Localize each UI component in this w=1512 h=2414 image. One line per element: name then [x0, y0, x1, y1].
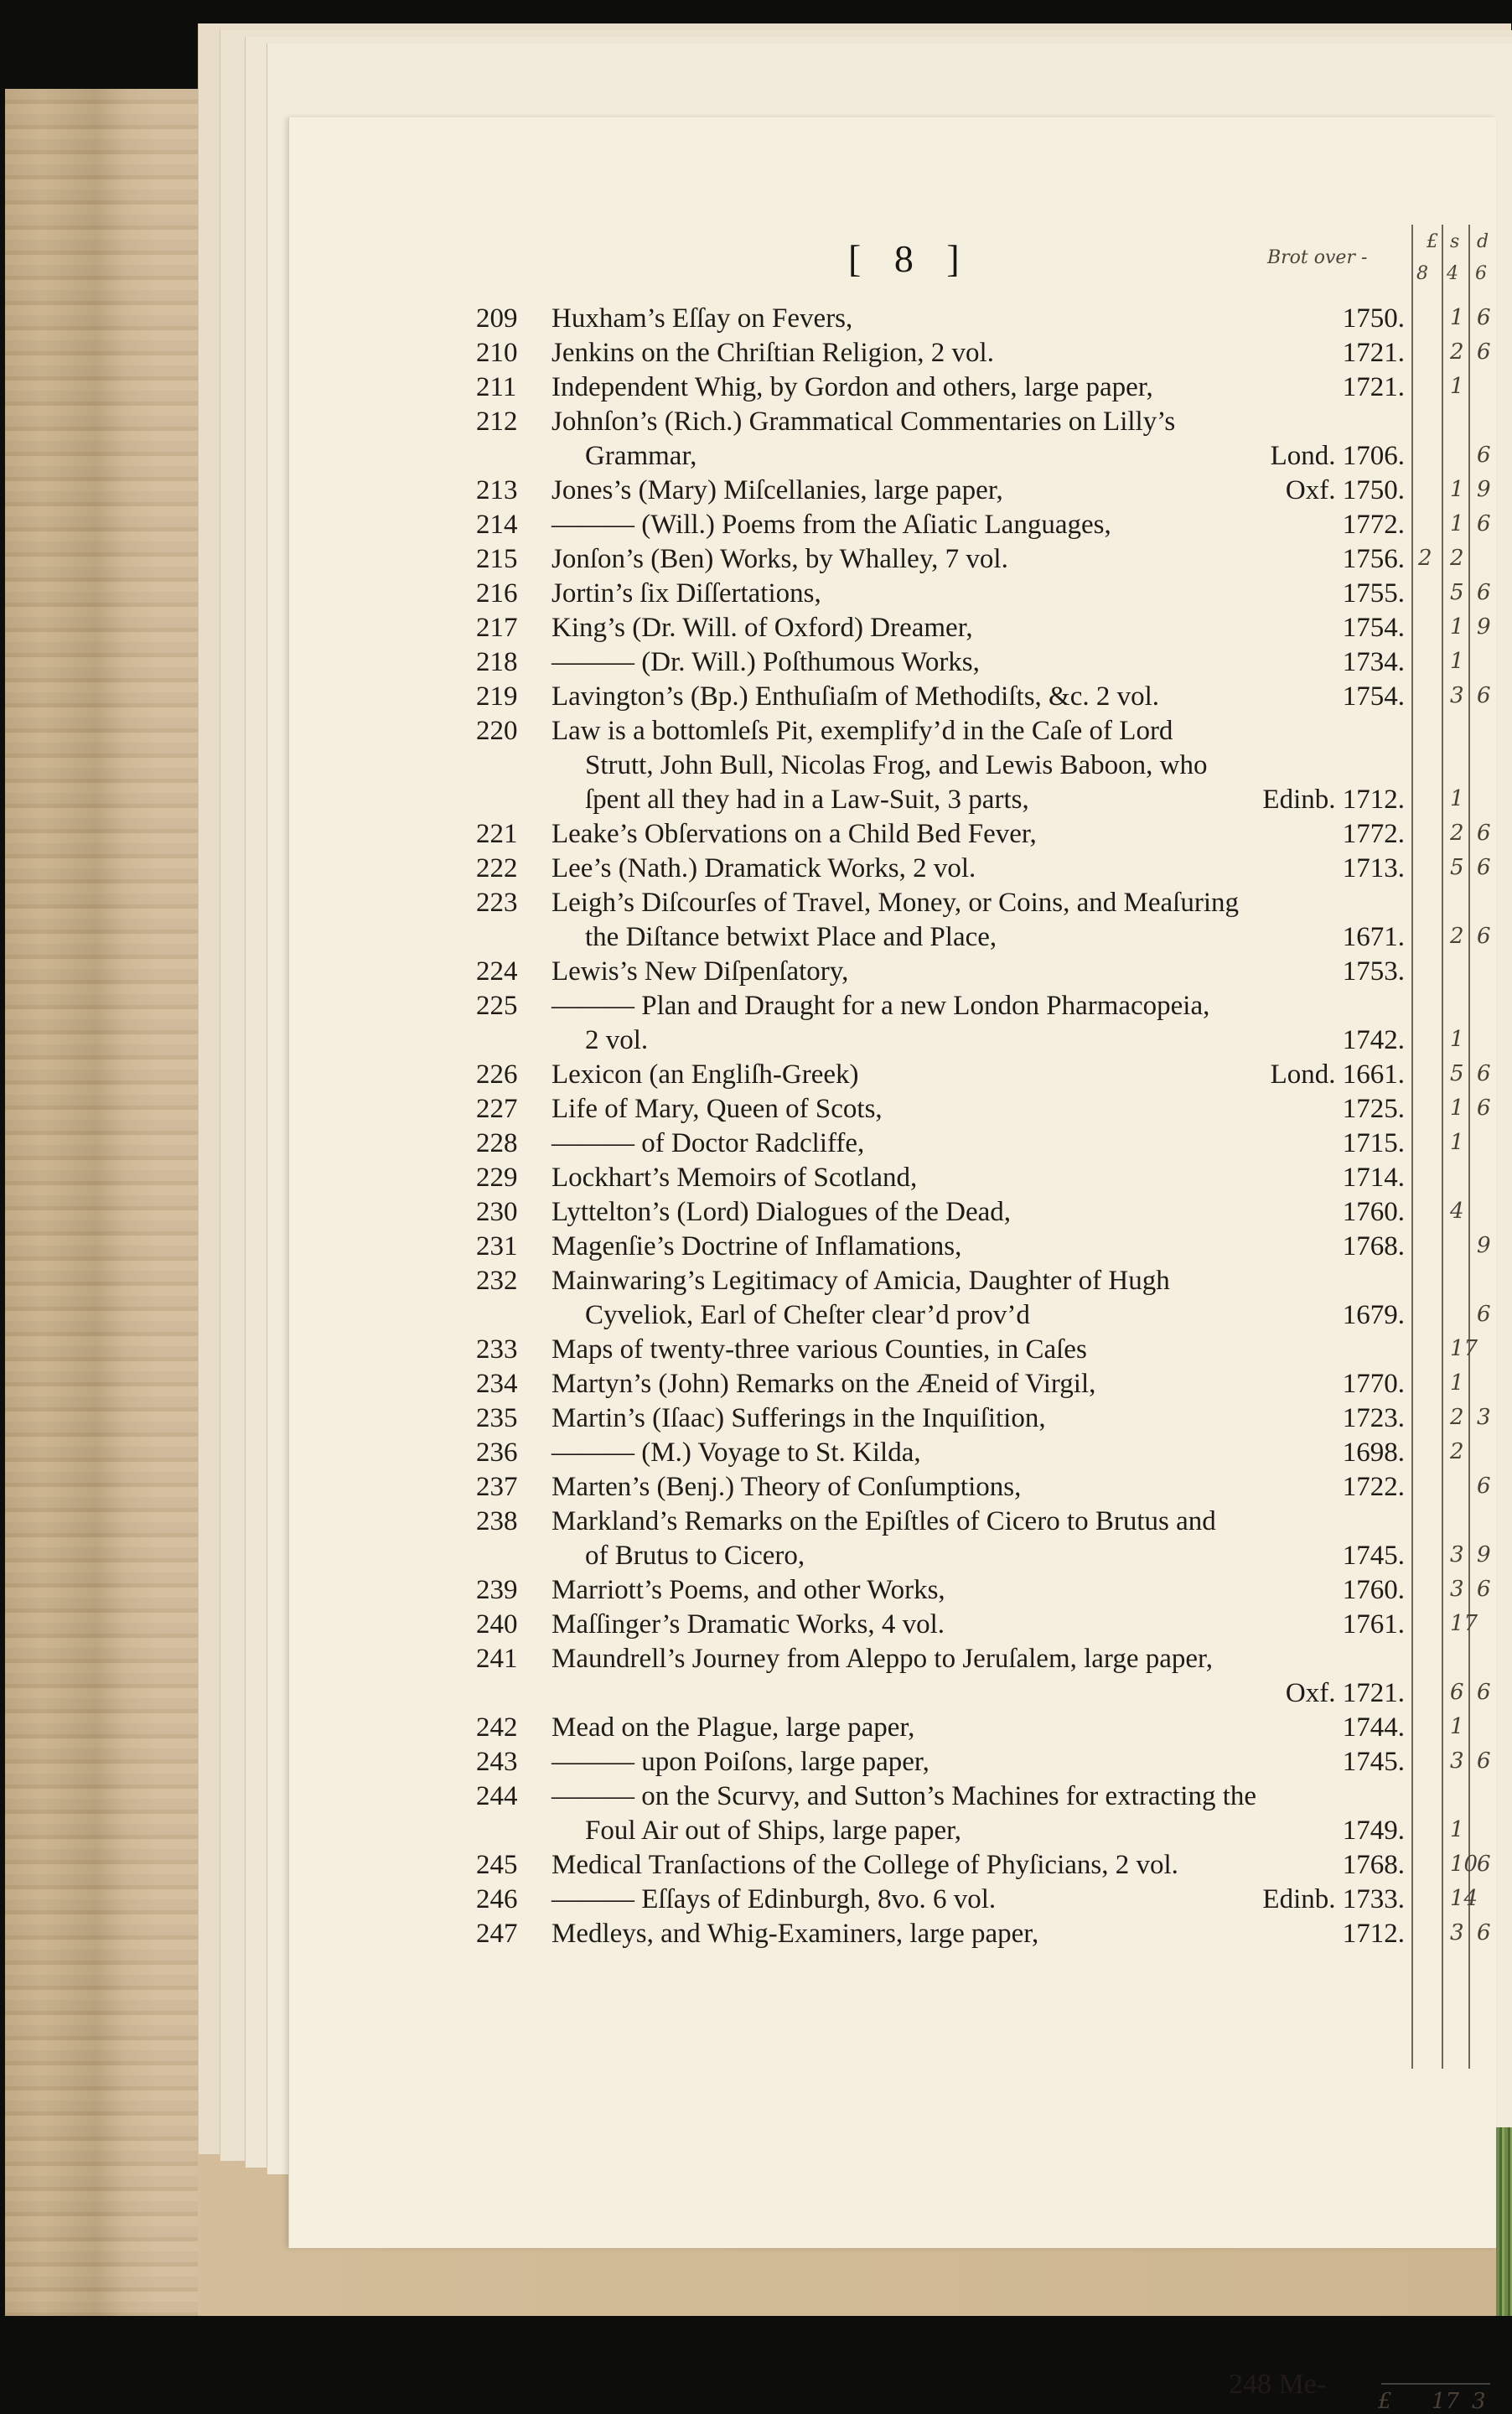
entry-title-line: Cyveliok, Earl of Cheſter clear’d prov’d	[585, 1300, 1030, 1330]
entry-number: 217	[476, 613, 518, 643]
entry-number: 222	[476, 853, 518, 883]
entry-number: 244	[476, 1781, 518, 1811]
catalogue-entry	[476, 508, 1405, 542]
price-shillings: 1	[1450, 649, 1464, 674]
entry-number: 210	[476, 338, 518, 368]
entry-title-line: Leake’s Obſervations on a Child Bed Fever,	[551, 819, 1037, 849]
entry-number: 227	[476, 1094, 518, 1124]
entry-title-line: Martyn’s (John) Remarks on the Æneid of Virgil,	[551, 1369, 1096, 1399]
entry-title-line: Foul Air out of Ships, large paper,	[585, 1816, 962, 1846]
price-shillings: 1	[1450, 1096, 1464, 1121]
entry-title-line: Maps of twenty-three various Counties, in Caſes	[551, 1334, 1087, 1365]
price-pence: 6	[1477, 855, 1491, 880]
entry-title-line: Strutt, John Bull, Nicolas Frog, and Lewis Baboon, who	[585, 750, 1208, 780]
catalogue-entry	[476, 886, 1405, 955]
catalogue-entry	[476, 1505, 1405, 1573]
price-shillings: 2	[1450, 546, 1464, 571]
entry-year: 1770.	[1342, 1369, 1405, 1399]
pounds-header: £	[1427, 231, 1438, 252]
entry-number: 214	[476, 510, 518, 540]
entry-year: 1745.	[1342, 1747, 1405, 1777]
entry-title-line: Lyttelton’s (Lord) Dialogues of the Dead,	[551, 1197, 1012, 1227]
entry-number: 230	[476, 1197, 518, 1227]
price-shillings: 1	[1450, 1130, 1464, 1155]
price-pence: 6	[1477, 580, 1491, 605]
entry-title-line: Johnſon’s (Rich.) Grammatical Commentaries on Lilly’s	[551, 407, 1176, 437]
price-shillings: 3	[1450, 683, 1464, 708]
price-shillings: 4	[1450, 1199, 1464, 1224]
entry-number: 242	[476, 1712, 518, 1743]
entry-title-line: Marriott’s Poems, and other Works,	[551, 1575, 945, 1605]
catalogue-entry	[476, 1848, 1405, 1883]
entry-number: 231	[476, 1231, 518, 1261]
entry-title-line: Jenkins on the Chriſtian Religion, 2 vol.	[551, 338, 994, 368]
entry-title-line: Marten’s (Benj.) Theory of Conſumptions,	[551, 1472, 1022, 1502]
entry-title-line: Leigh’s Diſcourſes of Travel, Money, or Coins, and Meaſuring	[551, 888, 1240, 918]
price-shillings: 14	[1450, 1886, 1478, 1911]
price-shillings: 2	[1450, 821, 1464, 846]
entry-title-line: Martin’s (Iſaac) Sufferings in the Inquiſition,	[551, 1403, 1046, 1433]
price-shillings: 1	[1450, 1027, 1464, 1052]
entry-year: 1744.	[1342, 1712, 1405, 1743]
entry-title-line: ——— (M.) Voyage to St. Kilda,	[551, 1438, 921, 1468]
entry-year: Oxf. 1721.	[1285, 1678, 1405, 1708]
entry-number: 225	[476, 991, 518, 1021]
entry-title-line: Medleys, and Whig-Examiners, large paper,	[551, 1919, 1039, 1949]
entry-year: 1725.	[1342, 1094, 1405, 1124]
entry-number: 228	[476, 1128, 518, 1158]
catalogue-entry	[476, 1745, 1405, 1779]
entry-title-line: ——— (Dr. Will.) Poſthumous Works,	[551, 647, 980, 677]
entry-title-line: ——— on the Scurvy, and Sutton’s Machines for extracting the	[551, 1781, 1257, 1811]
entry-title-line: Life of Mary, Queen of Scots,	[551, 1094, 883, 1124]
entry-year: 1742.	[1342, 1025, 1405, 1055]
entry-title-line: Huxham’s Eſſay on Fevers,	[551, 303, 853, 334]
entry-year: 1745.	[1342, 1541, 1405, 1571]
price-pence: 6	[1477, 305, 1491, 330]
entry-title-line: Maſſinger’s Dramatic Works, 4 vol.	[551, 1609, 945, 1640]
entry-year: 1721.	[1342, 338, 1405, 368]
price-shillings: 3	[1450, 1920, 1464, 1945]
entry-year: 1734.	[1342, 647, 1405, 677]
price-pence: 6	[1477, 443, 1491, 468]
entry-year: 1772.	[1342, 510, 1405, 540]
carry-shillings: 4	[1447, 263, 1458, 284]
price-pence: 9	[1477, 1233, 1491, 1258]
catalogue-entry	[476, 852, 1405, 886]
price-pence: 6	[1477, 1577, 1491, 1602]
catalogue-entry	[476, 1058, 1405, 1092]
entry-year: 1712.	[1342, 1919, 1405, 1949]
carry-pounds: 8	[1416, 263, 1428, 284]
entry-number: 240	[476, 1609, 518, 1640]
entry-year: 1713.	[1342, 853, 1405, 883]
entry-title-line: Jones’s (Mary) Miſcellanies, large paper,	[551, 475, 1003, 505]
price-shillings: 3	[1450, 1748, 1464, 1774]
entry-title-line: Lavington’s (Bp.) Enthuſiaſm of Methodiſts, &c. 2 vol.	[551, 681, 1160, 712]
catalogue-entry	[476, 989, 1405, 1058]
catalogue-entry	[476, 1883, 1405, 1917]
entry-year: 1754.	[1342, 681, 1405, 712]
catalogue-entry	[476, 714, 1405, 817]
entry-title-line: the Diſtance betwixt Place and Place,	[585, 922, 997, 952]
entry-number: 221	[476, 819, 518, 849]
entry-number: 243	[476, 1747, 518, 1777]
price-pence: 6	[1477, 339, 1491, 365]
price-pence: 6	[1477, 1302, 1491, 1327]
price-shillings: 2	[1450, 1439, 1464, 1464]
entry-number: 238	[476, 1506, 518, 1536]
price-pence: 3	[1477, 1405, 1491, 1430]
price-shillings: 2	[1450, 1405, 1464, 1430]
entry-title-line: Lockhart’s Memoirs of Scotland,	[551, 1163, 918, 1193]
price-shillings: 1	[1450, 1370, 1464, 1396]
catalogue-entry	[476, 1333, 1405, 1367]
entry-number: 220	[476, 716, 518, 746]
catalogue-entry	[476, 1264, 1405, 1333]
entry-title-line: ——— Plan and Draught for a new London Pharmacopeia,	[551, 991, 1210, 1021]
entry-year: 1715.	[1342, 1128, 1405, 1158]
price-shillings: 1	[1450, 511, 1464, 536]
total-pounds: £	[1378, 2389, 1392, 2414]
entry-year: 1760.	[1342, 1575, 1405, 1605]
entry-number: 223	[476, 888, 518, 918]
entry-year: 1760.	[1342, 1197, 1405, 1227]
entry-year: 1756.	[1342, 544, 1405, 574]
entry-title-line: Jonſon’s (Ben) Works, by Whalley, 7 vol.	[551, 544, 1008, 574]
catalogue-entry	[476, 336, 1405, 370]
entry-number: 245	[476, 1850, 518, 1880]
entry-title-line: 2 vol.	[585, 1025, 649, 1055]
entry-year: 1768.	[1342, 1850, 1405, 1880]
entry-title-line: Magenſie’s Doctrine of Inflamations,	[551, 1231, 962, 1261]
catalogue-entry	[476, 1195, 1405, 1230]
price-shillings: 2	[1450, 339, 1464, 365]
price-shillings: 5	[1450, 855, 1464, 880]
price-shillings: 17	[1450, 1611, 1478, 1636]
entry-title-line: Jortin’s ſix Diſſertations,	[551, 578, 821, 609]
total-rule	[1381, 2383, 1490, 2385]
entry-number: 211	[476, 372, 517, 402]
catalogue-entry	[476, 1436, 1405, 1470]
carry-pence: 6	[1475, 263, 1487, 284]
price-shillings: 3	[1450, 1577, 1464, 1602]
entry-year: 1761.	[1342, 1609, 1405, 1640]
catalogue-entry	[476, 1367, 1405, 1401]
entry-number: 234	[476, 1369, 518, 1399]
catalogue-entry	[476, 1161, 1405, 1195]
price-shillings: 1	[1450, 1817, 1464, 1842]
entry-title-line: Maundrell’s Journey from Aleppo to Jeruſalem, large paper,	[551, 1644, 1213, 1674]
price-pounds: 2	[1418, 546, 1432, 571]
entry-number: 229	[476, 1163, 518, 1193]
price-pence: 9	[1477, 477, 1491, 502]
page-number: [ 8 ]	[848, 237, 971, 280]
catalogue-entry	[476, 542, 1405, 577]
entry-year: Oxf. 1750.	[1285, 475, 1405, 505]
total-pence: 3	[1472, 2389, 1486, 2414]
price-pence: 6	[1477, 821, 1491, 846]
catalogue-entry	[476, 1573, 1405, 1608]
price-pence: 6	[1477, 1680, 1491, 1705]
price-shillings: 1	[1450, 786, 1464, 811]
catalogue-entry	[476, 1642, 1405, 1711]
entry-title-line: ſpent all they had in a Law-Suit, 3 parts,	[585, 785, 1029, 815]
entry-number: 241	[476, 1644, 518, 1674]
entry-title-line: of Brutus to Cicero,	[585, 1541, 805, 1571]
entry-number: 236	[476, 1438, 518, 1468]
entry-year: 1722.	[1342, 1472, 1405, 1502]
price-pence: 6	[1477, 1852, 1491, 1877]
entry-title-line: ——— Eſſays of Edinburgh, 8vo. 6 vol.	[551, 1884, 997, 1914]
entry-number: 232	[476, 1266, 518, 1296]
entry-number: 226	[476, 1059, 518, 1090]
catalogue-entry	[476, 1230, 1405, 1264]
catalogue-entry	[476, 1401, 1405, 1436]
entry-title-line: Lee’s (Nath.) Dramatick Works, 2 vol.	[551, 853, 976, 883]
catchword: 248 Me-	[1229, 2369, 1327, 2400]
catalogue-entry	[476, 680, 1405, 714]
brought-over-note: Brot over -	[1267, 247, 1368, 268]
entry-number: 247	[476, 1919, 518, 1949]
price-pence: 9	[1477, 614, 1491, 640]
entry-title-line: Law is a bottomleſs Pit, exemplify’d in the Caſe of Lord	[551, 716, 1173, 746]
entry-title-line: Markland’s Remarks on the Epiſtles of Cicero to Brutus and	[551, 1506, 1216, 1536]
entry-year: 1772.	[1342, 819, 1405, 849]
catalogue-entry	[476, 1917, 1405, 1951]
entry-title-line: ——— of Doctor Radcliffe,	[551, 1128, 865, 1158]
catalogue-entry	[476, 1608, 1405, 1642]
entry-title-line: ——— upon Poiſons, large paper,	[551, 1747, 929, 1777]
catalogue-entry	[476, 405, 1405, 474]
entry-title-line: Independent Whig, by Gordon and others, large paper,	[551, 372, 1153, 402]
entry-year: 1698.	[1342, 1438, 1405, 1468]
entry-year: 1754.	[1342, 613, 1405, 643]
price-pence: 6	[1477, 1920, 1491, 1945]
price-shillings: 3	[1450, 1542, 1464, 1567]
entry-year: Lond. 1661.	[1270, 1059, 1405, 1090]
entry-year: 1723.	[1342, 1403, 1405, 1433]
catalogue-entry	[476, 370, 1405, 405]
entry-number: 219	[476, 681, 518, 712]
catalogue-entry	[476, 1711, 1405, 1745]
entry-number: 218	[476, 647, 518, 677]
catalogue-entry	[476, 577, 1405, 611]
bookmark-ribbon	[1496, 2127, 1512, 2316]
catalogue-entry	[476, 817, 1405, 852]
price-pence: 6	[1477, 683, 1491, 708]
price-pence: 6	[1477, 1474, 1491, 1499]
entry-number: 237	[476, 1472, 518, 1502]
entry-number: 213	[476, 475, 518, 505]
ledger-rule	[1468, 225, 1470, 2069]
catalogue-entry	[476, 474, 1405, 508]
entry-year: 1768.	[1342, 1231, 1405, 1261]
entry-year: 1671.	[1342, 922, 1405, 952]
entry-year: Edinb. 1712.	[1262, 785, 1405, 815]
entry-title-line: Mainwaring’s Legitimacy of Amicia, Daughter of Hugh	[551, 1266, 1170, 1296]
entry-number: 239	[476, 1575, 518, 1605]
entry-number: 246	[476, 1884, 518, 1914]
entry-year: 1721.	[1342, 372, 1405, 402]
total-shillings: 17	[1432, 2389, 1460, 2414]
entry-title-line: ——— (Will.) Poems from the Aſiatic Languages,	[551, 510, 1111, 540]
ledger-rule	[1411, 225, 1413, 2069]
price-pence: 6	[1477, 1061, 1491, 1086]
entry-title-line: Grammar,	[585, 441, 697, 471]
price-shillings: 5	[1450, 580, 1464, 605]
entry-number: 212	[476, 407, 518, 437]
entry-title-line: Lexicon (an Engliſh-Greek)	[551, 1059, 859, 1090]
entry-year: 1679.	[1342, 1300, 1405, 1330]
entry-title-line: King’s (Dr. Will. of Oxford) Dreamer,	[551, 613, 973, 643]
entry-number: 216	[476, 578, 518, 609]
price-shillings: 1	[1450, 614, 1464, 640]
entry-title-line: Mead on the Plague, large paper,	[551, 1712, 915, 1743]
price-shillings: 1	[1450, 374, 1464, 399]
entry-number: 233	[476, 1334, 518, 1365]
price-shillings: 1	[1450, 1714, 1464, 1739]
entry-year: Lond. 1706.	[1270, 441, 1405, 471]
entry-year: 1753.	[1342, 956, 1405, 987]
price-pence: 6	[1477, 511, 1491, 536]
shillings-header: s	[1450, 231, 1460, 252]
price-shillings: 6	[1450, 1680, 1464, 1705]
catalogue-entry	[476, 1779, 1405, 1848]
catalogue-entry	[476, 611, 1405, 645]
price-shillings: 10	[1450, 1852, 1478, 1877]
catalogue-entry	[476, 1092, 1405, 1127]
entry-year: Edinb. 1733.	[1262, 1884, 1405, 1914]
price-shillings: 2	[1450, 924, 1464, 949]
price-pence: 6	[1477, 1096, 1491, 1121]
price-shillings: 17	[1450, 1336, 1478, 1361]
price-shillings: 1	[1450, 305, 1464, 330]
entry-title-line: Medical Tranſactions of the College of Phyſicians, 2 vol.	[551, 1850, 1178, 1880]
catalogue-entry	[476, 1470, 1405, 1505]
price-shillings: 1	[1450, 477, 1464, 502]
catalogue-entry	[476, 1127, 1405, 1161]
entry-year: 1755.	[1342, 578, 1405, 609]
entry-number: 235	[476, 1403, 518, 1433]
ledger-rule	[1442, 225, 1443, 2069]
catalogue-entry	[476, 955, 1405, 989]
entry-title-line: Lewis’s New Diſpenſatory,	[551, 956, 849, 987]
price-shillings: 5	[1450, 1061, 1464, 1086]
price-pence: 6	[1477, 1748, 1491, 1774]
entry-number: 224	[476, 956, 518, 987]
catalogue-entry	[476, 645, 1405, 680]
entry-number: 209	[476, 303, 518, 334]
price-pence: 6	[1477, 924, 1491, 949]
cover-marbled-edge	[5, 89, 198, 2316]
pence-header: d	[1477, 231, 1489, 252]
entry-year: 1714.	[1342, 1163, 1405, 1193]
entry-year: 1749.	[1342, 1816, 1405, 1846]
catalogue-entry	[476, 302, 1405, 336]
entry-year: 1750.	[1342, 303, 1405, 334]
price-pence: 9	[1477, 1542, 1491, 1567]
entry-number: 215	[476, 544, 518, 574]
